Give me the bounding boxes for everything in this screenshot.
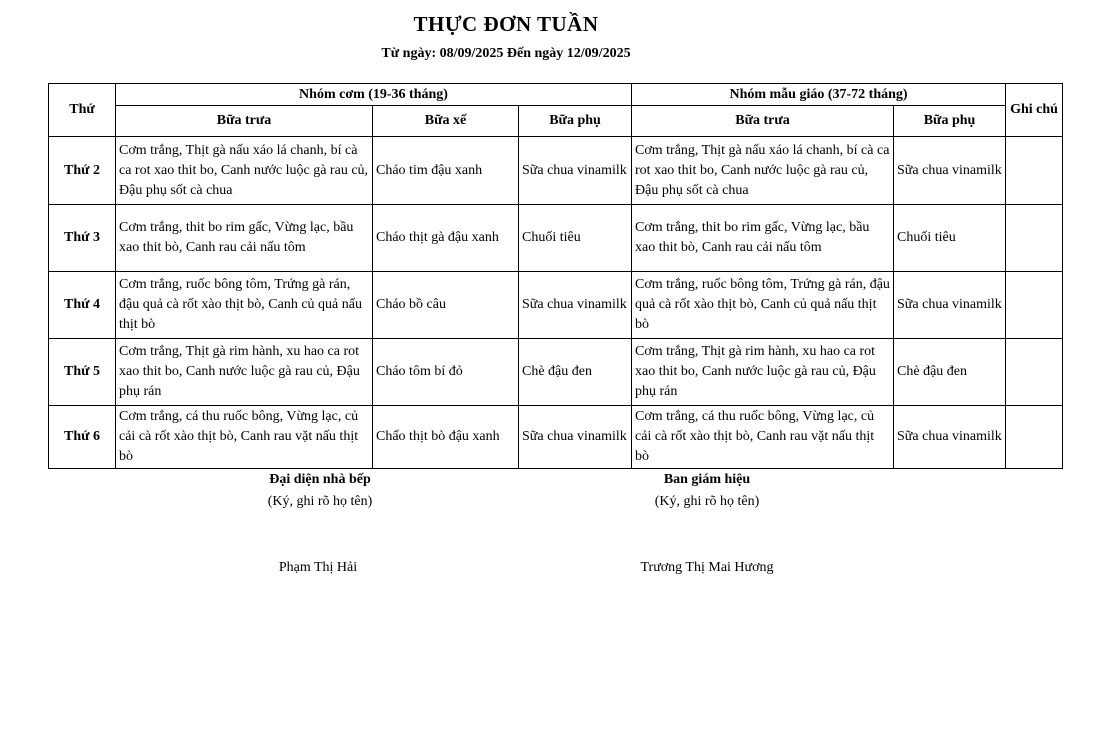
day-cell: Thứ 6 xyxy=(49,406,116,469)
g1-snack-cell: Chấo thịt bò đậu xanh xyxy=(373,406,519,469)
g1-snack-cell: Cháo tôm bí đỏ xyxy=(373,339,519,406)
header-group-preschool: Nhóm mẫu giáo (37-72 tháng) xyxy=(632,84,1006,106)
table-row xyxy=(49,205,1063,272)
g1-lunch-cell: Cơm trắng, ruốc bông tôm, Trứng gà rán, đậu quả cà rốt xào thịt bò, Canh củ quả nấu thịt bò xyxy=(116,272,373,339)
date-range: Từ ngày: 08/09/2025 Đến ngày 12/09/2025 xyxy=(381,46,631,61)
g2-lunch-cell: Cơm trắng, ruốc bông tôm, Trứng gà rán, đậu quả cà rốt xào thịt bò, Canh củ quả nấu thịt bò xyxy=(632,272,894,339)
g1-extra-cell: Chuối tiêu xyxy=(519,205,632,272)
header-thu: Thứ xyxy=(49,84,116,137)
note-cell xyxy=(1006,339,1063,406)
g1-lunch-cell: Cơm trắng, cá thu ruốc bông, Vừng lạc, củ cải cà rốt xào thịt bò, Canh rau vặt nấu thịt bò xyxy=(116,406,373,469)
note-cell xyxy=(1006,406,1063,469)
g1-snack-cell: Cháo thịt gà đậu xanh xyxy=(373,205,519,272)
g2-extra-cell: Chuối tiêu xyxy=(894,205,1006,272)
g1-extra-cell: Sữa chua vinamilk xyxy=(519,137,632,205)
board-signature-title: Ban giám hiệu xyxy=(663,472,751,487)
g2-lunch-cell: Cơm trắng, cá thu ruốc bông, Vừng lạc, củ cải cà rốt xào thịt bò, Canh rau vặt nấu thịt bò xyxy=(632,406,894,469)
table-row xyxy=(49,339,1063,406)
header-g1-snack: Bữa xế xyxy=(373,106,519,137)
table-row xyxy=(49,406,1063,469)
header-g1-extra: Bữa phụ xyxy=(519,106,632,137)
page-title: THỰC ĐƠN TUẦN xyxy=(413,12,599,36)
g1-extra-cell: Chè đậu đen xyxy=(519,339,632,406)
table-row xyxy=(49,272,1063,339)
header-group-rice: Nhóm cơm (19-36 tháng) xyxy=(116,84,632,106)
g2-extra-cell: Chè đậu đen xyxy=(894,339,1006,406)
g1-extra-cell: Sữa chua vinamilk xyxy=(519,406,632,469)
note-cell xyxy=(1006,205,1063,272)
kitchen-signature-block xyxy=(220,472,420,510)
header-g2-lunch: Bữa trưa xyxy=(632,106,894,137)
table-row xyxy=(49,137,1063,205)
g2-lunch-cell: Cơm trắng, thit bo rim gấc, Vừng lạc, bầu xao thit bò, Canh rau cải nấu tôm xyxy=(632,205,894,272)
g1-snack-cell: Cháo tim đậu xanh xyxy=(373,137,519,205)
g2-extra-cell: Sữa chua vinamilk xyxy=(894,137,1006,205)
header-g1-lunch: Bữa trưa xyxy=(116,106,373,137)
note-cell xyxy=(1006,137,1063,205)
g1-lunch-cell: Cơm trắng, thit bo rim gấc, Vừng lạc, bầu xao thit bò, Canh rau cải nấu tôm xyxy=(116,205,373,272)
header-note: Ghi chú xyxy=(1006,84,1063,137)
menu-table xyxy=(48,83,1063,469)
g1-lunch-cell: Cơm trắng, Thịt gà rim hành, xu hao ca rot xao thit bo, Canh nước luộc gà rau củ, Đậu phụ rán xyxy=(116,339,373,406)
kitchen-signature-title: Đại diện nhà bếp xyxy=(269,472,371,487)
day-cell: Thứ 2 xyxy=(49,137,116,205)
g2-extra-cell: Sữa chua vinamilk xyxy=(894,272,1006,339)
day-cell: Thứ 5 xyxy=(49,339,116,406)
g1-extra-cell: Sữa chua vinamilk xyxy=(519,272,632,339)
g1-lunch-cell: Cơm trắng, Thịt gà nấu xáo lá chanh, bí cà ca rot xao thit bo, Canh nước luộc gà rau củ, Đậu phụ sốt cà chua xyxy=(116,137,373,205)
g2-lunch-cell: Cơm trắng, Thịt gà nấu xáo lá chanh, bí cà ca rot xao thit bo, Canh nước luộc gà rau củ, Đậu phụ sốt cà chua xyxy=(632,137,894,205)
g2-lunch-cell: Cơm trắng, Thịt gà rim hành, xu hao ca rot xao thit bo, Canh nước luộc gà rau củ, Đậu phụ rán xyxy=(632,339,894,406)
kitchen-signature-hint: (Ký, ghi rõ họ tên) xyxy=(267,494,373,509)
note-cell xyxy=(1006,272,1063,339)
board-signature-block xyxy=(607,472,807,510)
header-g2-extra: Bữa phụ xyxy=(894,106,1006,137)
day-cell: Thứ 4 xyxy=(49,272,116,339)
board-signature-hint: (Ký, ghi rõ họ tên) xyxy=(654,494,760,509)
kitchen-signer-name: Phạm Thị Hải xyxy=(278,560,358,575)
board-signer-name: Trương Thị Mai Hương xyxy=(640,560,774,575)
day-cell: Thứ 3 xyxy=(49,205,116,272)
g1-snack-cell: Cháo bồ câu xyxy=(373,272,519,339)
g2-extra-cell: Sữa chua vinamilk xyxy=(894,406,1006,469)
